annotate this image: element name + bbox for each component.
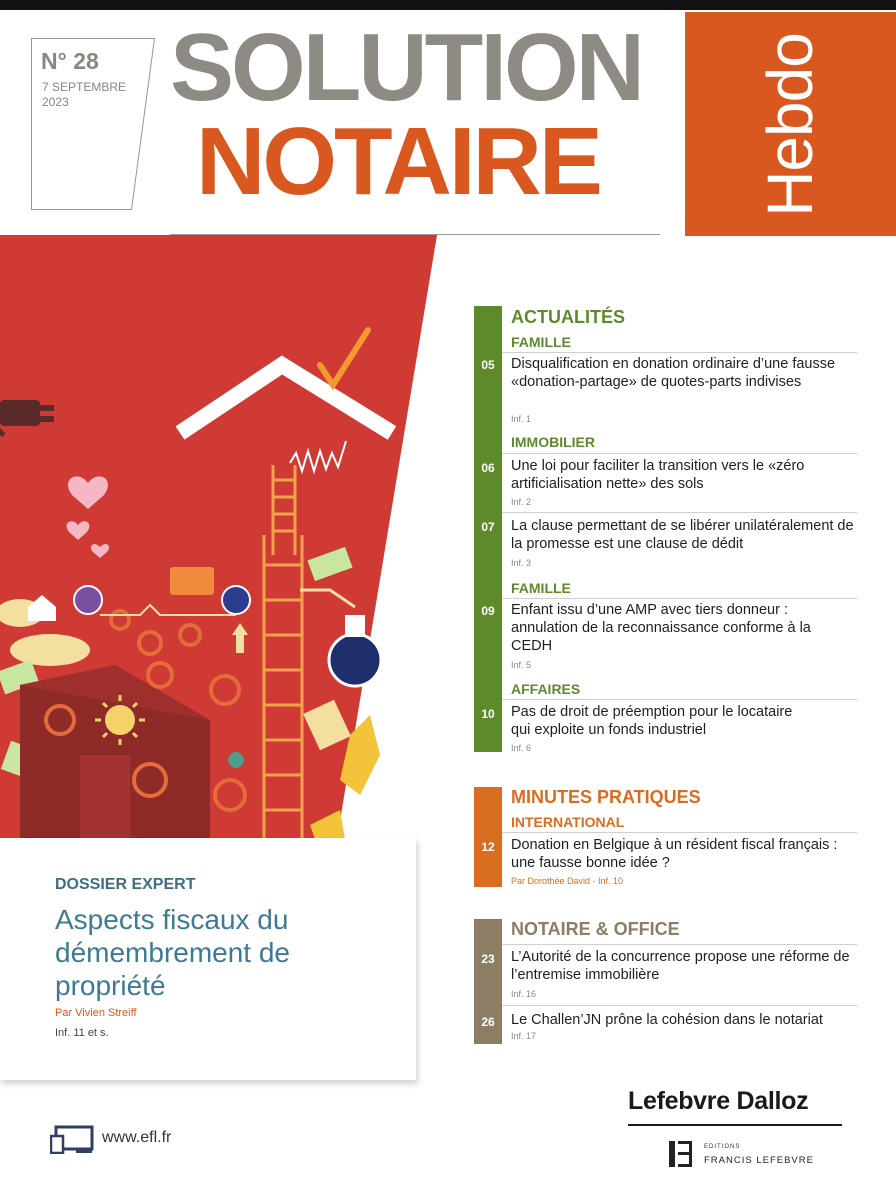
masthead-solution: SOLUTION <box>170 14 642 121</box>
category-immobilier: IMMOBILIER <box>511 434 595 450</box>
top-border <box>0 0 896 10</box>
toc-item[interactable]: Enfant issu d’une AMP avec tiers donneur : annulation de la reconnaissance conforme à la CEDH <box>511 602 811 654</box>
toc-item[interactable]: Le Challen’JN prône la cohésion dans le notariat <box>511 1012 823 1028</box>
toc-item-ref: Inf. 3 <box>511 558 532 568</box>
page-number: 07 <box>481 520 495 534</box>
toc-item[interactable]: Une loi pour faciliter la transition vers le «zéro artificialisation nette» des sols <box>511 458 805 492</box>
publisher-rule <box>628 1124 842 1126</box>
devices-icon <box>50 1124 96 1154</box>
toc-item-ref: Inf. 5 <box>511 660 532 670</box>
issue-box <box>31 38 155 210</box>
toc-item[interactable]: Pas de droit de préemption pour le locataire qui exploite un fonds industriel <box>511 704 793 738</box>
page-number: 10 <box>481 707 495 721</box>
dossier-label: DOSSIER EXPERT <box>55 876 196 893</box>
minutes-bar <box>474 787 502 887</box>
section-actualites: ACTUALITÉS <box>511 307 625 327</box>
section-minutes: MINUTES PRATIQUES <box>511 787 701 807</box>
toc-item-ref: Inf. 1 <box>511 414 532 424</box>
cover-illustration <box>0 235 440 840</box>
website-link[interactable]: www.efl.fr <box>102 1129 172 1146</box>
category-international: INTERNATIONAL <box>511 814 625 830</box>
page-number: 23 <box>481 952 495 966</box>
dossier-author: Par Vivien Streiff <box>55 1007 137 1019</box>
toc-item[interactable]: La clause permettant de se libérer unilatéralement de la promesse est une clause de dédit <box>511 518 854 552</box>
issue-number: N° 28 <box>41 48 99 74</box>
category-famille: FAMILLE <box>511 334 571 350</box>
section-notaire: NOTAIRE & OFFICE <box>511 919 680 939</box>
toc-item-ref: Inf. 16 <box>511 989 537 999</box>
category-famille: FAMILLE <box>511 580 571 596</box>
issue-date: 7 SEPTEMBRE 2023 <box>42 80 127 109</box>
toc-item-ref: Par Dorothée David - Inf. 10 <box>511 876 624 886</box>
page-number: 26 <box>481 1015 495 1029</box>
category-affaires: AFFAIRES <box>511 681 581 697</box>
publisher-logo: Lefebvre Dalloz <box>628 1087 809 1115</box>
toc-item-ref: Inf. 17 <box>511 1031 537 1041</box>
page-number: 12 <box>481 840 495 854</box>
toc-item[interactable]: L’Autorité de la concurrence propose une réforme de l’entremise immobilière <box>511 949 850 983</box>
toc-item-ref: Inf. 6 <box>511 743 532 753</box>
page-number: 05 <box>481 358 495 372</box>
toc-item[interactable]: Donation en Belgique à un résident fiscal français : une fausse bonne idée ? <box>511 837 838 871</box>
toc-item-ref: Inf. 2 <box>511 497 532 507</box>
editions-label: EDITIONS <box>704 1144 741 1150</box>
editions-name: FRANCIS LEFEBVRE <box>704 1155 814 1166</box>
hebdo-label: Hebdo <box>754 33 826 217</box>
dossier-ref: Inf. 11 et s. <box>55 1027 109 1039</box>
dossier-title: Aspects fiscaux du démembrement de propriété <box>55 904 291 1001</box>
toc-item[interactable]: Disqualification en donation ordinaire d’une fausse «donation-partage» de quotes-parts indivises <box>511 356 836 390</box>
page-number: 06 <box>481 461 495 475</box>
page-number: 09 <box>481 604 495 618</box>
editions-logo-icon <box>668 1140 694 1168</box>
masthead-notaire: NOTAIRE <box>196 108 600 215</box>
